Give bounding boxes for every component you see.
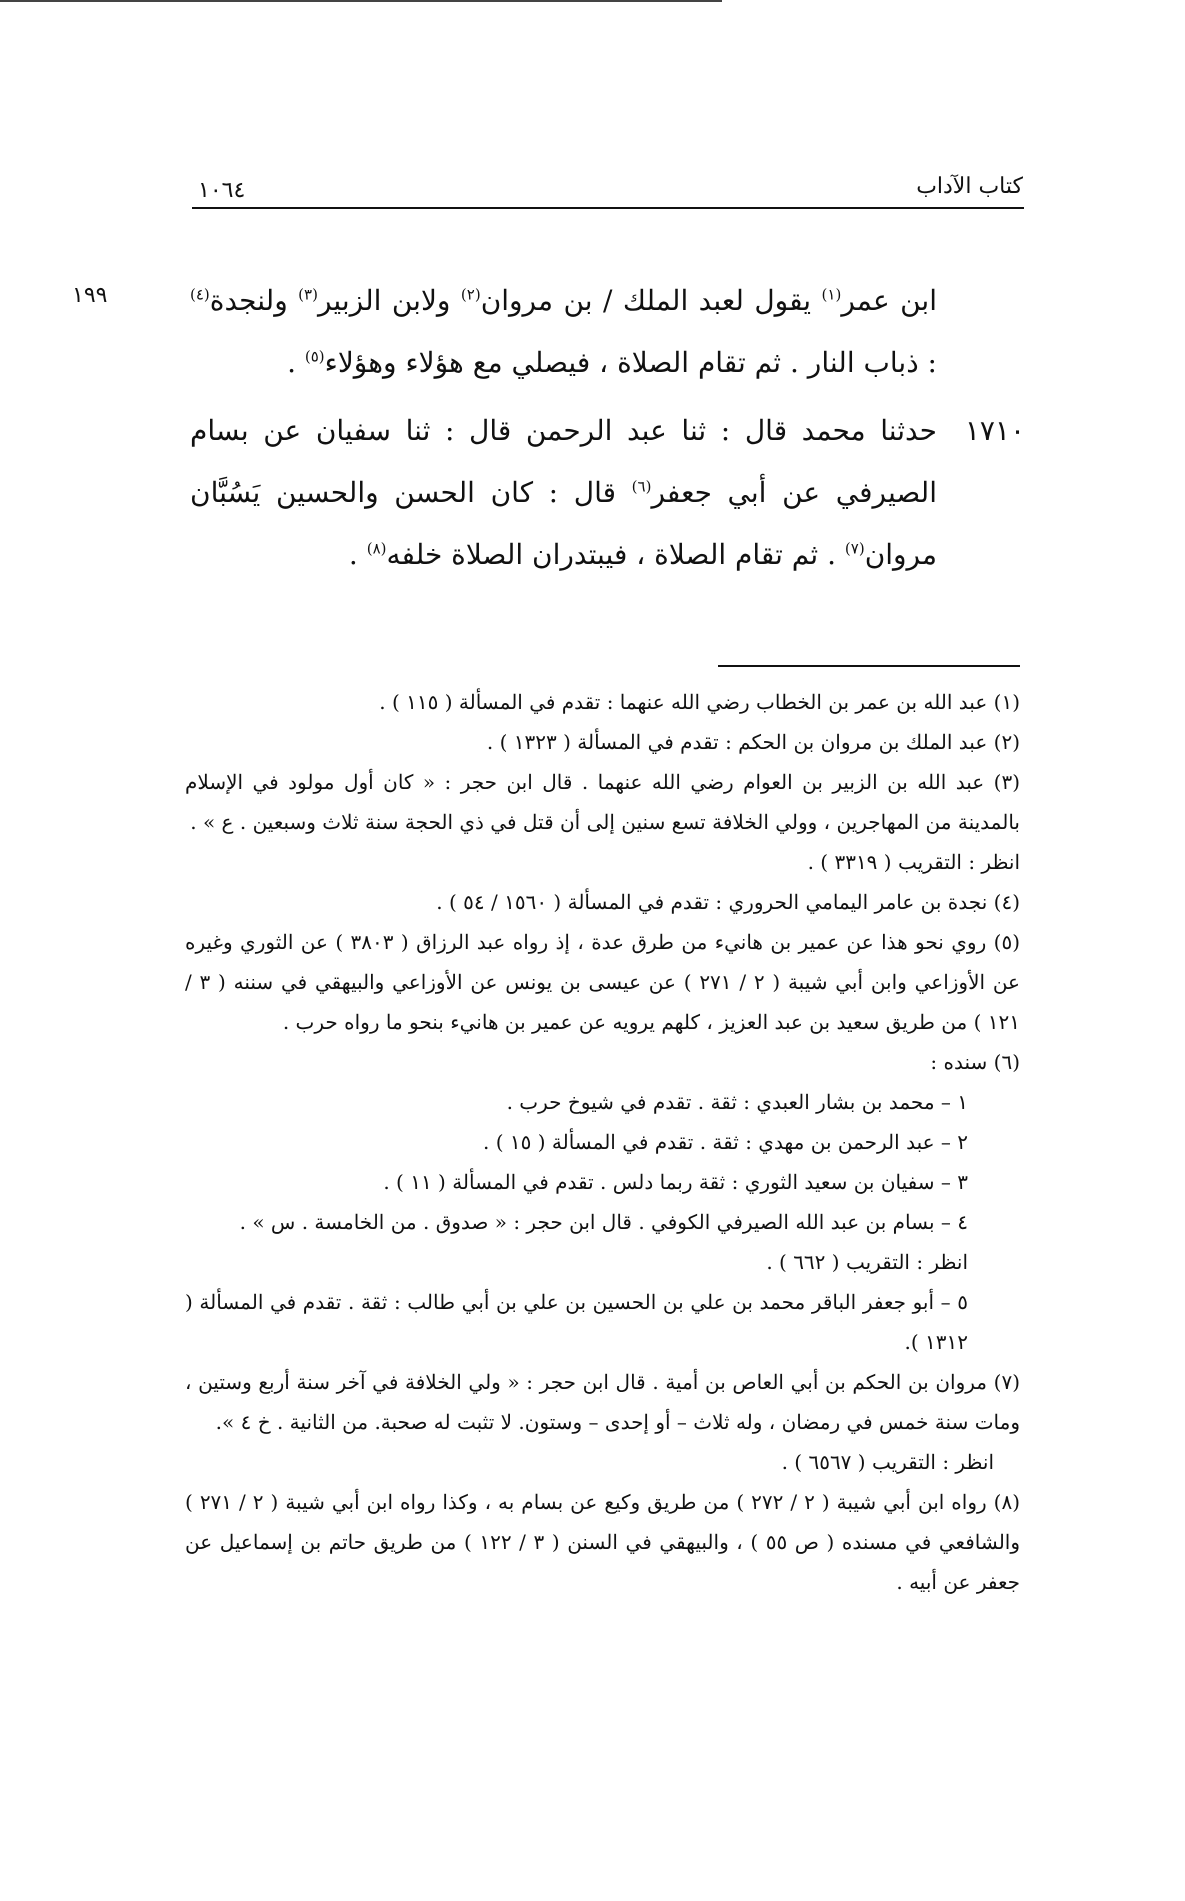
text-run: : ذباب النار . ثم تقام الصلاة ، فيصلي مع هؤلاء وهؤلاء — [324, 346, 937, 379]
running-header-title: كتاب الآداب — [916, 174, 1023, 199]
footnote-ref: (١) — [821, 285, 842, 304]
footnote-2: (٢) عبد الملك بن مروان بن الحكم : تقدم في المسألة ( ١٣٢٣ ) . — [486, 730, 1020, 754]
footnote-separator — [718, 665, 1020, 667]
margin-manuscript-reference: ١٩٩ — [72, 283, 108, 308]
continued-paragraph — [190, 270, 1025, 394]
footnote-ref: (٤) — [190, 285, 210, 304]
entry-paragraph — [190, 400, 1025, 586]
main-text — [190, 270, 1025, 586]
entry-number: ١٧١٠ — [964, 414, 1025, 447]
text-run: حدثنا محمد قال : ثنا عبد الرحمن قال : ثنا سفيان عن بسام الصيرفي عن أبي جعفر — [190, 414, 937, 509]
text-run: ولابن الزبير — [317, 284, 461, 317]
text-run: . — [348, 538, 367, 571]
page-number: ١٠٦٤ — [198, 178, 246, 203]
footnote-ref: (٧) — [844, 539, 865, 558]
text-run: يقول لعبد الملك / بن مروان — [480, 284, 822, 317]
footnote-7: (٧) مروان بن الحكم بن أبي العاص بن أمية . قال ابن حجر : « ولي الخلافة في آخر سنة أربع وستين ، ومات سنة خمس في رمضان ، وله ثلاث – أو إحدى – وستون. لا تثبت له صحبة. من الثانية . خ ٤ ». — [185, 1370, 1020, 1434]
footnote-ref: (٥) — [304, 347, 325, 366]
footnote-8: (٨) رواه ابن أبي شيبة ( ٢ / ٢٧٢ ) من طريق وكيع عن بسام به ، وكذا رواه ابن أبي شيبة ( ٢ / ٢٧١ ) والشافعي في مسنده ( ص ٥٥ ) ، والبيهقي في السنن ( ٣ / ١٢٢ ) من طريق حاتم بن إسماعيل عن جعفر عن أبيه . — [185, 1490, 1021, 1594]
footnote-4: (٤) نجدة بن عامر اليمامي الحروري : تقدم في المسألة ( ١٥٦٠ / ٥٤ ) . — [436, 890, 1020, 914]
text-run: . — [287, 346, 305, 379]
text-run: . ثم تقام الصلاة ، فيبتدران الصلاة خلفه — [386, 538, 845, 571]
footnote-1: (١) عبد الله بن عمر بن الخطاب رضي الله عنهما : تقدم في المسألة ( ١١٥ ) . — [379, 690, 1020, 714]
header-rule — [192, 207, 1024, 209]
footnote-6: (٦) سنده : — [930, 1050, 1020, 1074]
footnote-6-item-4: ٤ – بسام بن عبد الله الصيرفي الكوفي . قال ابن حجر : « صدوق . من الخامسة . س » . — [239, 1210, 968, 1234]
text-run: ولنجدة — [209, 284, 299, 317]
footnote-3-reference: انظر : التقريب ( ٣٣١٩ ) . — [807, 850, 1020, 874]
footnote-6-item-1: ١ – محمد بن بشار العبدي : ثقة . تقدم في شيوخ حرب . — [506, 1090, 968, 1114]
footnote-6-item-5: ٥ – أبو جعفر الباقر محمد بن علي بن الحسين بن علي بن أبي طالب : ثقة . تقدم في المسألة ( ١٣١٢ ). — [185, 1290, 968, 1354]
footnote-6-item-2: ٢ – عبد الرحمن بن مهدي : ثقة . تقدم في المسألة ( ١٥ ) . — [483, 1130, 968, 1154]
footnote-ref: (٢) — [460, 285, 481, 304]
text-run: ابن عمر — [841, 284, 937, 317]
footnote-ref: (٨) — [366, 539, 387, 558]
footnote-6-item-4-reference: انظر : التقريب ( ٦٦٢ ) . — [766, 1250, 968, 1274]
top-edge-rule — [0, 0, 722, 2]
footnote-ref: (٣) — [298, 285, 318, 304]
text-run: قال : كان الحسن والحسين يَسُبَّان مروان — [190, 476, 937, 571]
footnote-3: (٣) عبد الله بن الزبير بن العوام رضي الله عنهما . قال ابن حجر : « كان أول مولود في الإسلام بالمدينة من المهاجرين ، وولي الخلافة تسع سنين إلى أن قتل في ذي الحجة سنة ثلاث وسبعين . ع » . — [185, 770, 1020, 834]
footnote-5: (٥) روي نحو هذا عن عمير بن هانيء من طرق عدة ، إذ رواه عبد الرزاق ( ٣٨٠٣ ) عن الثوري وغيره عن الأوزاعي وابن أبي شيبة ( ٢ / ٢٧١ ) عن عيسى بن يونس عن الأوزاعي والبيهقي في سننه ( ٣ / ١٢١ ) من طريق سعيد بن عبد العزيز ، كلهم يرويه عن عمير بن هانيء بنحو ما رواه حرب . — [185, 930, 1020, 1034]
footnote-7-reference: انظر : التقريب ( ٦٥٦٧ ) . — [781, 1450, 994, 1474]
footnotes — [185, 682, 1020, 1602]
footnote-ref: (٦) — [631, 477, 652, 496]
footnote-6-item-3: ٣ – سفيان بن سعيد الثوري : ثقة ربما دلس . تقدم في المسألة ( ١١ ) . — [383, 1170, 968, 1194]
